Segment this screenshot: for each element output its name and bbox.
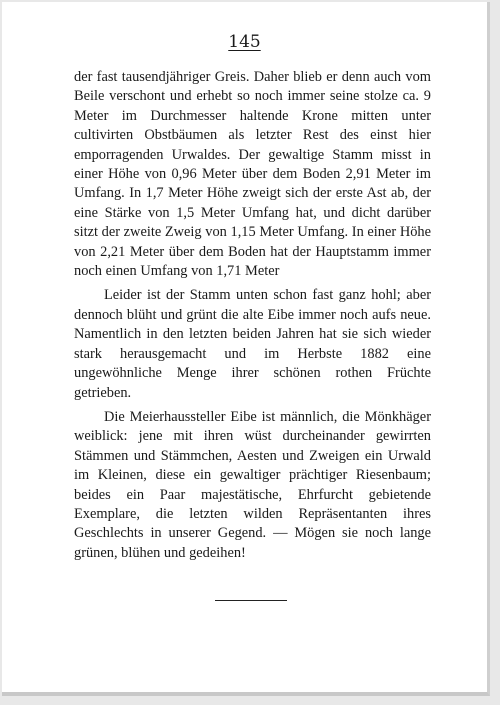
body-text [74,68,431,563]
paragraph-two-yews: Die Meierhaussteller Eibe ist männlich, die Mönkhäger weiblick: jene mit ihren wüst durcheinander gewirrten Stämmen und Stämmchen, Aesten und Zweigen ein Urwald im Kleinen, diese ein gewaltiger prächtiger Riesenbaum; beides ein Paar majestätische, Ehrfurcht gebietende Exemplare, die letzten wilden Repräsentanten ihres Geschlechts in unserer Gegend. — Mögen sie noch lange grünen, blühen und gedeihen! [74,408,431,561]
paragraph-continuation: der fast tausendjähriger Greis. Daher blieb er denn auch vom Beile verschont und erhebt so noch immer seine stolze ca. 9 Meter im Durchmesser haltende Krone mitten unter cultivirten Obstbäumen als letzter Rest des einst hier emporragenden Urwaldes. Der gewaltige Stamm misst in einer Höhe von 0,96 Meter über dem Boden 2,91 Meter im Umfang. In 1,7 Meter Höhe zweigt sich der erste Ast ab, der eine Stärke von 1,5 Meter Umfang hat, und dicht darüber sitzt der zweite Zweig von 1,15 Meter Umfang. In einer Höhe von 2,21 Meter über dem Boden hat der Hauptstamm immer noch einen Umfang von 1,71 Meter [74,69,431,280]
page-number: 145 [228,32,261,52]
closing-rule [215,600,287,601]
paragraph-stem-hollow: Leider ist der Stamm unten schon fast ganz hohl; aber dennoch blüht und grünt die alte Eibe immer noch aufs neue. Namentlich in den letzten beiden Jahren hat sie sich wieder stark herausgemacht und im Herbste 1882 eine ungewöhnliche Menge ihrer schönen rothen Früchte getrieben. [74,287,431,401]
book-page [2,2,490,696]
